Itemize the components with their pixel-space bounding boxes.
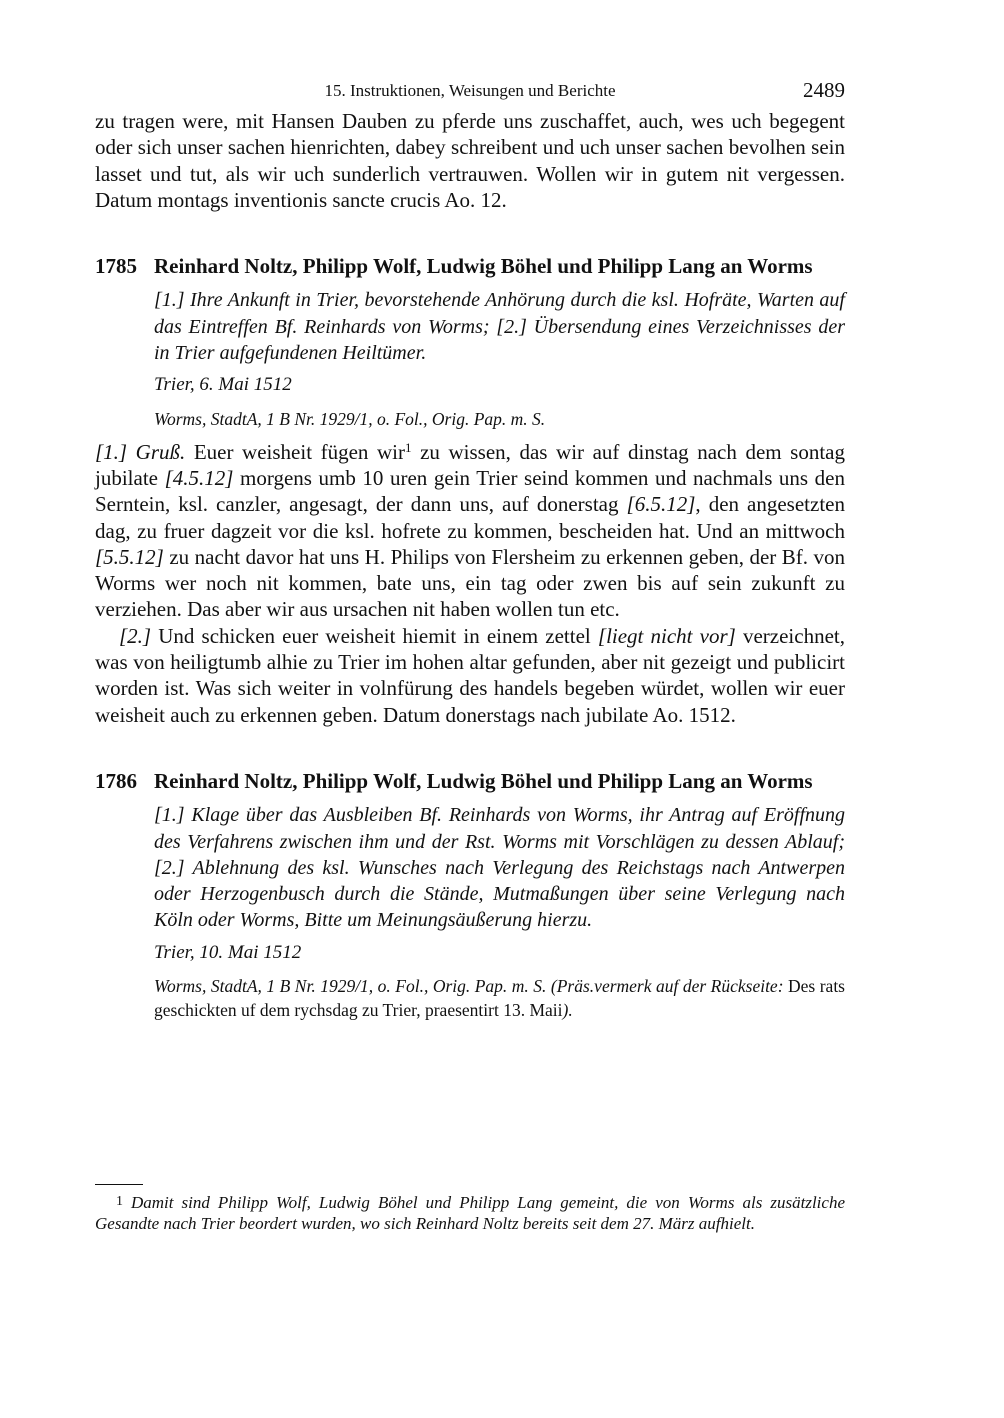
footnote-reference[interactable]: 1 — [405, 439, 412, 455]
document-paragraph-1 — [95, 439, 845, 623]
page-number: 2489 — [803, 78, 845, 102]
document-source: Worms, StadtA, 1 B Nr. 1929/1, o. Fol., Orig. Pap. m. S. — [154, 408, 546, 429]
running-header — [95, 78, 845, 108]
editorial-note: [liegt nicht vor] — [597, 623, 736, 648]
document-summary: [1.] Klage über das Ausbleiben Bf. Reinhards von Worms, ihr Antrag auf Eröffnung des Verfahrens zwischen ihm und der Rst. Worms mit Vorschlägen zu dessen Ablauf; [2.] Ablehnung des ksl. Wunsches nach Verlegung des Reichstags nach Antwerpen oder Herzogenbusch durch die Stände, Mutmaßungen über seine Verlegung nach Köln oder Worms, Bitte um Meinungsäußerung hierzu. — [154, 804, 845, 932]
footnote-text: Damit sind Philipp Wolf, Ludwig Böhel und Philipp Lang gemeint, die von Worms als zusätzliche Gesandte nach Trier beordert wurden, wo sich Reinhard Noltz bereits seit dem 27. März aufhielt. — [95, 1193, 845, 1233]
editorial-date: [6.5.12] — [626, 492, 696, 517]
page-content — [95, 78, 845, 1022]
running-title: 15. Instruktionen, Weisungen und Berichte — [324, 81, 616, 100]
editorial-note: [1.] Gruß. — [95, 439, 186, 464]
text-run: zu wissen, das wir auf dinstag nach dem sontag jubilate — [95, 439, 845, 490]
document-1786 — [95, 768, 845, 1022]
editorial-date: [4.5.12] — [164, 465, 234, 490]
source-close: ). — [562, 1000, 573, 1021]
document-number: 1786 — [95, 768, 137, 793]
text-run: , den angesetzten dag, zu fruer dagzeit vor die ksl. hofrete zu kommen, bescheiden hat. Und an mittwoch — [95, 492, 845, 543]
text-run: morgens umb 10 uren gein Trier seind kommen und nachmals uns den Serntein, ksl. canzler, angesagt, der dann uns, auf donerstag — [95, 465, 845, 517]
source-endorsement: Des rats geschickten uf dem rychsdag zu Trier, praesentirt 13. Maii — [154, 976, 845, 1021]
document-number: 1785 — [95, 254, 137, 279]
document-heading — [95, 253, 845, 279]
text-run: zu nacht davor hat uns H. Philips von Flersheim zu erkennen geben, der Bf. von Worms wer noch nit kommen, bate uns, ein tag oder zwen bis auf sein zukunft zu verziehen. Das aber wir aus ursachen nit haben wollen tun etc. — [95, 544, 845, 622]
continuation-paragraph: zu tragen were, mit Hansen Dauben zu pferde uns zuschaffet, auch, wes uch begegent oder sich unser sachen hienrichten, dabey schreibent und uch unser sachen bevolhen sein lasset und tut, als wir uch sunderlich vertrauwen. Wollen wir in gutem nit vergessen. Datum montags inventionis sancte crucis Ao. 12. — [95, 109, 845, 212]
text-run: Euer weisheit fügen wir — [185, 439, 405, 464]
source-italic: Worms, StadtA, 1 B Nr. 1929/1, o. Fol., Orig. Pap. m. S. (Präs.vermerk auf der Rückseite: — [154, 976, 784, 997]
text-run: Und schicken euer weisheit hiemit in einem zettel — [151, 623, 598, 648]
document-title: Reinhard Noltz, Philipp Wolf, Ludwig Böhel und Philipp Lang an Worms — [154, 768, 813, 793]
editorial-date: [5.5.12] — [95, 544, 164, 569]
footnote-divider — [95, 1184, 143, 1185]
document-title: Reinhard Noltz, Philipp Wolf, Ludwig Böhel und Philipp Lang an Worms — [154, 254, 813, 279]
document-heading — [95, 768, 845, 794]
document-date: Trier, 6. Mai 1512 — [154, 374, 292, 396]
text-run: verzeichnet, was von heiligtumb alhie zu Trier im hohen altar gefunden, aber nit gezeigt und publicirt worden ist. Was sich weiter in volnfürung des handels begeben würdet, wollen wir euer weisheit auch zu erkennen geben. Datum donerstags nach jubilate Ao. 1512. — [95, 623, 845, 727]
document-summary: [1.] Ihre Ankunft in Trier, bevorstehende Anhörung durch die ksl. Hofräte, Warten auf das Eintreffen Bf. Reinhards von Worms; [2.] Übersendung eines Verzeichnisses der in Trier aufgefundenen Heiltümer. — [154, 289, 845, 365]
document-source — [154, 974, 845, 1022]
editorial-note: [2.] — [119, 623, 152, 648]
document-1785 — [95, 253, 845, 728]
document-date: Trier, 10. Mai 1512 — [154, 941, 302, 963]
footnote — [95, 1191, 845, 1234]
document-paragraph-2 — [95, 623, 845, 728]
footnote-mark: 1 — [116, 1194, 123, 1209]
